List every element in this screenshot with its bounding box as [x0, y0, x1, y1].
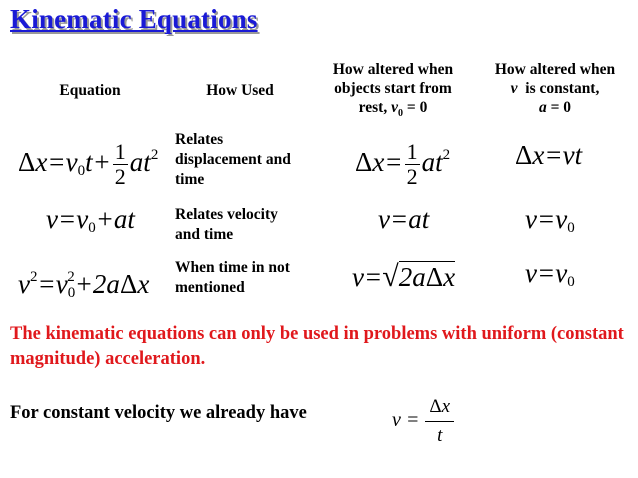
header-rest-label: rest,	[358, 99, 388, 116]
how-used-row-1	[175, 130, 291, 190]
header-rest-line-2: objects start from	[334, 80, 452, 97]
how-used-row-1-line-1: Relates	[175, 131, 224, 148]
equation-displacement-rest: Δx= $\frac{1}{2}$ $at^2$	[355, 139, 451, 190]
page-title: Kinematic Equations	[10, 4, 258, 34]
header-equation: Equation	[59, 82, 121, 99]
equation-displacement-constant: Δx=vt	[515, 140, 583, 170]
constant-velocity-equation: v = $\frac{\Delta x}{t}$	[392, 393, 454, 450]
header-constant-velocity	[475, 60, 635, 117]
header-const-line-2: v is constant,	[510, 80, 600, 97]
how-used-row-3-line-1: When time in not	[175, 259, 290, 276]
how-used-row-1-line-2: displacement and	[175, 151, 291, 168]
how-used-row-2-line-1: Relates velocity	[175, 206, 278, 223]
equation-displacement: $\Delta x=v_0t+$ $\frac{1}{2}$ $at^2$	[18, 139, 159, 190]
equation-velocity-constant: $v=v_0$	[525, 204, 575, 236]
equation-velocity-squared: $v^2=v_0^2+2a\Delta x$	[18, 269, 150, 301]
acceleration-note: The kinematic equations can only be used in problems with uniform (constant magnitude) acceleration.	[10, 324, 624, 369]
equation-velocity-squared-rest: v=√2aΔx	[352, 260, 456, 293]
how-used-row-1-line-3: time	[175, 171, 205, 188]
constant-velocity-text: For constant velocity we already have	[10, 403, 307, 423]
header-const-line-1: How altered when	[494, 61, 616, 78]
how-used-row-2	[175, 205, 278, 245]
equation-velocity: $v=v_0+at$	[46, 204, 135, 236]
equation-velocity-rest: v=at	[378, 204, 430, 234]
header-start-from-rest	[318, 60, 468, 123]
how-used-row-3-line-2: mentioned	[175, 279, 245, 296]
header-how-used: How Used	[206, 82, 274, 99]
header-rest-line-1: How altered when	[332, 61, 454, 78]
header-rest-line-3: rest, $v_0 = 0$	[358, 99, 428, 120]
equation-velocity-squared-constant: $v=v_0$	[525, 258, 575, 290]
how-used-row-3	[175, 258, 290, 298]
how-used-row-2-line-2: and time	[175, 226, 234, 243]
header-const-line-3: a = 0	[538, 99, 572, 116]
